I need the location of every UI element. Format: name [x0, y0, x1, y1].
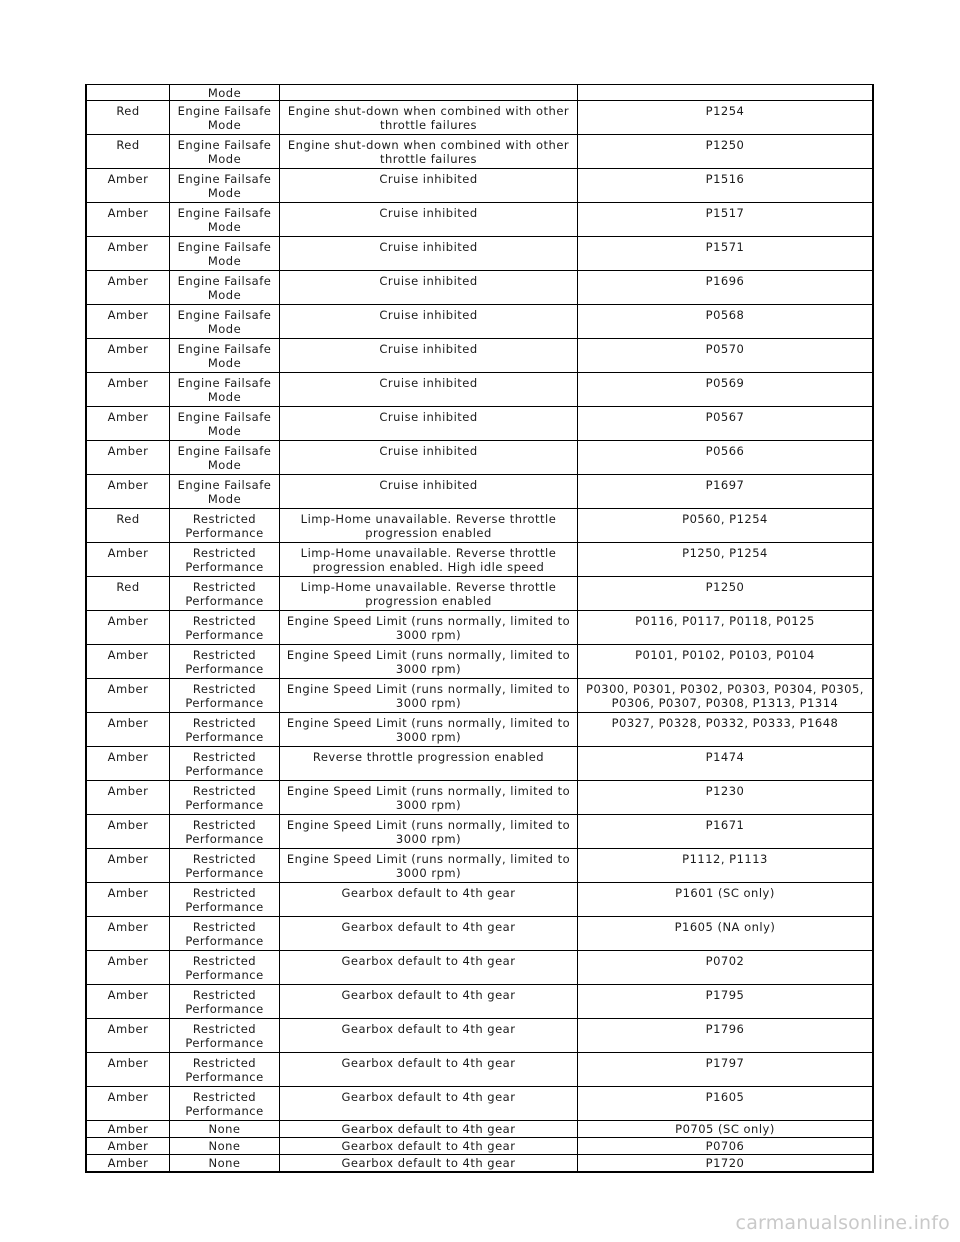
dtc-cell: P1250 [578, 135, 874, 169]
mode-cell: Restricted Performance [170, 917, 280, 951]
warning-light-cell: Red [86, 509, 170, 543]
mode-cell: Restricted Performance [170, 1087, 280, 1121]
dtc-cell: P1671 [578, 815, 874, 849]
effect-cell: Gearbox default to 4th gear [280, 951, 578, 985]
warning-light-cell: Amber [86, 747, 170, 781]
effect-cell: Engine Speed Limit (runs normally, limited to 3000 rpm) [280, 849, 578, 883]
table-row [86, 543, 873, 577]
effect-cell: Reverse throttle progression enabled [280, 747, 578, 781]
warning-light-cell: Amber [86, 849, 170, 883]
warning-light-cell: Red [86, 135, 170, 169]
dtc-cell: P0702 [578, 951, 874, 985]
mode-cell: Restricted Performance [170, 679, 280, 713]
table-row [86, 271, 873, 305]
warning-light-cell: Amber [86, 237, 170, 271]
table-row [86, 339, 873, 373]
mode-cell: Restricted Performance [170, 543, 280, 577]
table-row [86, 815, 873, 849]
dtc-cell: P0327, P0328, P0332, P0333, P1648 [578, 713, 874, 747]
table-row [86, 1155, 873, 1173]
table-body [86, 85, 873, 1173]
table-row [86, 747, 873, 781]
table-row [86, 951, 873, 985]
dtc-cell: P0570 [578, 339, 874, 373]
effect-cell: Engine Speed Limit (runs normally, limited to 3000 rpm) [280, 815, 578, 849]
effect-cell: Cruise inhibited [280, 373, 578, 407]
mode-cell: Restricted Performance [170, 611, 280, 645]
effect-cell: Gearbox default to 4th gear [280, 985, 578, 1019]
table-row [86, 611, 873, 645]
effect-cell: Cruise inhibited [280, 203, 578, 237]
mode-cell: Engine Failsafe Mode [170, 373, 280, 407]
mode-cell: Restricted Performance [170, 747, 280, 781]
table-row [86, 85, 873, 101]
table-row [86, 237, 873, 271]
warning-light-cell [86, 85, 170, 101]
mode-cell: Mode [170, 85, 280, 101]
table-row [86, 781, 873, 815]
mode-cell: Restricted Performance [170, 781, 280, 815]
effect-cell: Gearbox default to 4th gear [280, 917, 578, 951]
table-row [86, 1019, 873, 1053]
dtc-cell [578, 85, 874, 101]
mode-cell: Engine Failsafe Mode [170, 135, 280, 169]
warning-light-cell: Amber [86, 985, 170, 1019]
effect-cell: Gearbox default to 4th gear [280, 1087, 578, 1121]
warning-light-cell: Amber [86, 1087, 170, 1121]
table-row [86, 101, 873, 135]
warning-light-cell: Red [86, 101, 170, 135]
effect-cell: Cruise inhibited [280, 475, 578, 509]
warning-light-cell: Amber [86, 373, 170, 407]
dtc-cell: P1571 [578, 237, 874, 271]
dtc-cell: P1254 [578, 101, 874, 135]
mode-cell: Restricted Performance [170, 645, 280, 679]
dtc-cell: P1796 [578, 1019, 874, 1053]
table-row [86, 305, 873, 339]
warning-light-cell: Amber [86, 407, 170, 441]
table-row [86, 917, 873, 951]
dtc-cell: P0706 [578, 1138, 874, 1155]
mode-cell: Restricted Performance [170, 713, 280, 747]
warning-light-cell: Amber [86, 815, 170, 849]
effect-cell: Engine Speed Limit (runs normally, limited to 3000 rpm) [280, 781, 578, 815]
dtc-cell: P0101, P0102, P0103, P0104 [578, 645, 874, 679]
table-row [86, 373, 873, 407]
mode-cell: Engine Failsafe Mode [170, 305, 280, 339]
table-row [86, 203, 873, 237]
effect-cell: Cruise inhibited [280, 169, 578, 203]
mode-cell: Restricted Performance [170, 1019, 280, 1053]
table-row [86, 407, 873, 441]
dtc-cell: P1474 [578, 747, 874, 781]
warning-light-cell: Amber [86, 917, 170, 951]
table-row [86, 1087, 873, 1121]
effect-cell: Cruise inhibited [280, 305, 578, 339]
warning-light-cell: Amber [86, 169, 170, 203]
warning-light-cell: Amber [86, 339, 170, 373]
mode-cell: Restricted Performance [170, 1053, 280, 1087]
table-row [86, 883, 873, 917]
dtc-cell: P1720 [578, 1155, 874, 1173]
dtc-cell: P1601 (SC only) [578, 883, 874, 917]
mode-cell: Engine Failsafe Mode [170, 339, 280, 373]
warning-light-cell: Amber [86, 1053, 170, 1087]
warning-light-cell: Amber [86, 203, 170, 237]
effect-cell: Gearbox default to 4th gear [280, 1053, 578, 1087]
dtc-cell: P0300, P0301, P0302, P0303, P0304, P0305, P0306, P0307, P0308, P1313, P1314 [578, 679, 874, 713]
table-row [86, 1053, 873, 1087]
effect-cell: Engine Speed Limit (runs normally, limited to 3000 rpm) [280, 611, 578, 645]
table-row [86, 645, 873, 679]
mode-cell: Restricted Performance [170, 815, 280, 849]
effect-cell: Limp-Home unavailable. Reverse throttle progression enabled [280, 577, 578, 611]
effect-cell: Engine Speed Limit (runs normally, limited to 3000 rpm) [280, 679, 578, 713]
mode-cell: Engine Failsafe Mode [170, 441, 280, 475]
mode-cell: Engine Failsafe Mode [170, 101, 280, 135]
warning-light-cell: Amber [86, 271, 170, 305]
mode-cell: Restricted Performance [170, 985, 280, 1019]
effect-cell: Gearbox default to 4th gear [280, 883, 578, 917]
dtc-cell: P1516 [578, 169, 874, 203]
warning-light-cell: Amber [86, 1155, 170, 1173]
effect-cell: Cruise inhibited [280, 237, 578, 271]
dtc-cell: P1605 [578, 1087, 874, 1121]
warning-light-cell: Amber [86, 713, 170, 747]
dtc-cell: P1696 [578, 271, 874, 305]
warning-light-cell: Amber [86, 1121, 170, 1138]
effect-cell: Cruise inhibited [280, 271, 578, 305]
effect-cell: Gearbox default to 4th gear [280, 1138, 578, 1155]
mode-cell: Restricted Performance [170, 577, 280, 611]
mode-cell: Restricted Performance [170, 849, 280, 883]
table-row [86, 985, 873, 1019]
table-row [86, 441, 873, 475]
effect-cell: Gearbox default to 4th gear [280, 1121, 578, 1138]
mode-cell: Restricted Performance [170, 509, 280, 543]
warning-light-cell: Amber [86, 645, 170, 679]
effect-cell: Cruise inhibited [280, 339, 578, 373]
table-row [86, 475, 873, 509]
effect-cell: Gearbox default to 4th gear [280, 1155, 578, 1173]
fault-table [85, 84, 874, 1173]
effect-cell: Cruise inhibited [280, 407, 578, 441]
warning-light-cell: Amber [86, 781, 170, 815]
watermark: carmanualsonline.info [735, 1212, 950, 1234]
effect-cell: Engine shut-down when combined with other throttle failures [280, 135, 578, 169]
dtc-cell: P1697 [578, 475, 874, 509]
dtc-cell: P1112, P1113 [578, 849, 874, 883]
dtc-cell: P0116, P0117, P0118, P0125 [578, 611, 874, 645]
mode-cell: None [170, 1138, 280, 1155]
table-row [86, 509, 873, 543]
mode-cell: Engine Failsafe Mode [170, 271, 280, 305]
mode-cell: Engine Failsafe Mode [170, 475, 280, 509]
dtc-cell: P1250, P1254 [578, 543, 874, 577]
warning-light-cell: Amber [86, 883, 170, 917]
mode-cell: Engine Failsafe Mode [170, 237, 280, 271]
effect-cell: Engine Speed Limit (runs normally, limited to 3000 rpm) [280, 645, 578, 679]
warning-light-cell: Amber [86, 305, 170, 339]
table-row [86, 849, 873, 883]
warning-light-cell: Amber [86, 951, 170, 985]
table-row [86, 169, 873, 203]
mode-cell: Restricted Performance [170, 951, 280, 985]
dtc-cell: P0568 [578, 305, 874, 339]
dtc-cell: P1605 (NA only) [578, 917, 874, 951]
mode-cell: Restricted Performance [170, 883, 280, 917]
table-row [86, 1121, 873, 1138]
table-row [86, 1138, 873, 1155]
effect-cell: Gearbox default to 4th gear [280, 1019, 578, 1053]
dtc-cell: P0566 [578, 441, 874, 475]
effect-cell: Engine shut-down when combined with other throttle failures [280, 101, 578, 135]
mode-cell: None [170, 1155, 280, 1173]
dtc-cell: P1517 [578, 203, 874, 237]
mode-cell: Engine Failsafe Mode [170, 407, 280, 441]
warning-light-cell: Amber [86, 543, 170, 577]
effect-cell [280, 85, 578, 101]
mode-cell: Engine Failsafe Mode [170, 169, 280, 203]
table-row [86, 577, 873, 611]
dtc-cell: P1795 [578, 985, 874, 1019]
warning-light-cell: Red [86, 577, 170, 611]
dtc-cell: P0705 (SC only) [578, 1121, 874, 1138]
dtc-cell: P0569 [578, 373, 874, 407]
dtc-cell: P1797 [578, 1053, 874, 1087]
dtc-cell: P0567 [578, 407, 874, 441]
dtc-cell: P0560, P1254 [578, 509, 874, 543]
effect-cell: Limp-Home unavailable. Reverse throttle progression enabled. High idle speed [280, 543, 578, 577]
effect-cell: Limp-Home unavailable. Reverse throttle progression enabled [280, 509, 578, 543]
warning-light-cell: Amber [86, 441, 170, 475]
table-row [86, 135, 873, 169]
table-row [86, 679, 873, 713]
warning-light-cell: Amber [86, 1138, 170, 1155]
dtc-cell: P1230 [578, 781, 874, 815]
warning-light-cell: Amber [86, 611, 170, 645]
effect-cell: Cruise inhibited [280, 441, 578, 475]
mode-cell: None [170, 1121, 280, 1138]
warning-light-cell: Amber [86, 1019, 170, 1053]
warning-light-cell: Amber [86, 679, 170, 713]
effect-cell: Engine Speed Limit (runs normally, limited to 3000 rpm) [280, 713, 578, 747]
dtc-cell: P1250 [578, 577, 874, 611]
warning-light-cell: Amber [86, 475, 170, 509]
table-row [86, 713, 873, 747]
mode-cell: Engine Failsafe Mode [170, 203, 280, 237]
